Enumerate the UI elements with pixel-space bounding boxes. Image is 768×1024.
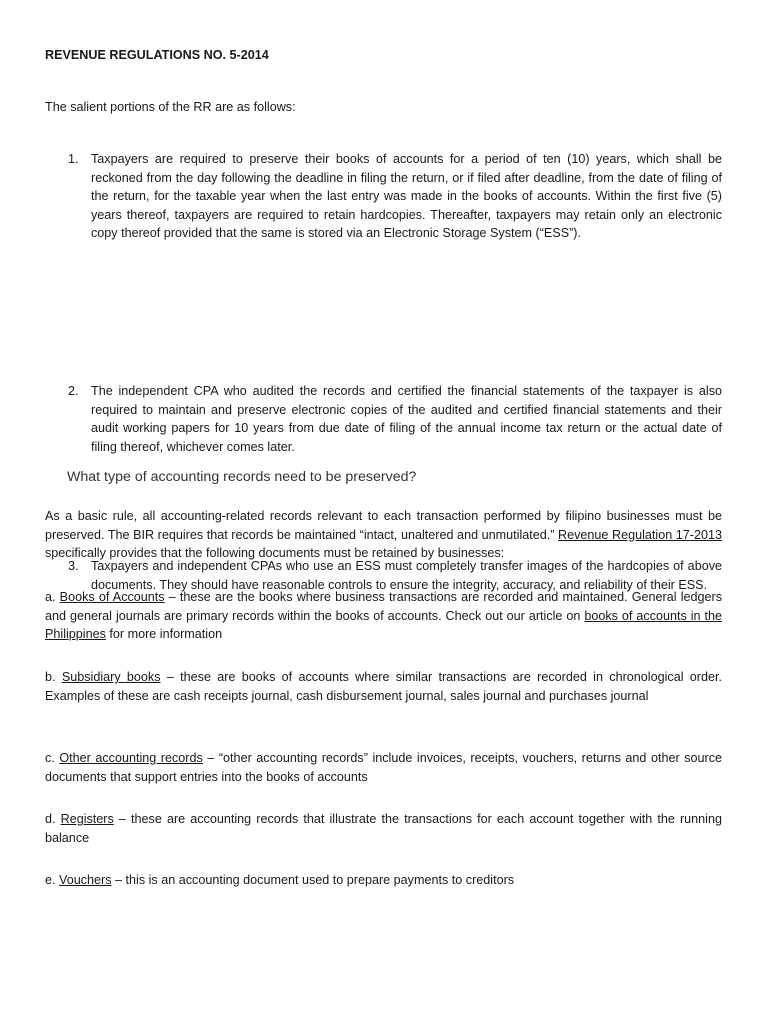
record-prefix: c. (45, 751, 60, 765)
record-item-subsidiary-books (45, 668, 722, 705)
record-prefix: b. (45, 670, 62, 684)
record-text-after: for more information (105, 627, 223, 642)
record-prefix: a. (45, 590, 60, 604)
record-term: Registers (60, 812, 114, 826)
section-heading: What type of accounting records need to be preserved? (67, 469, 417, 485)
record-term: Other accounting records (59, 751, 203, 765)
record-text: – these are accounting records that illustrate the transactions for each account together with the running balance (45, 812, 722, 845)
record-text: – this is an accounting document used to prepare payments to creditors (111, 873, 515, 887)
revenue-regulation-link[interactable]: Revenue Regulation 17-2013 (558, 527, 722, 542)
list-item (45, 150, 722, 243)
list-item-number: 2. (68, 383, 79, 398)
intro-text: The salient portions of the RR are as follows: (45, 100, 296, 114)
basic-rule-paragraph (45, 507, 722, 563)
record-text: – these are the books where business transactions are recorded and maintained. General ledgers and general journals are primary records within the books of accounts. Check out our article on (45, 590, 723, 623)
record-text: – “other accounting records” include invoices, receipts, vouchers, returns and other source documents that support entries into the books of accounts (45, 751, 722, 784)
record-item-registers (45, 810, 722, 847)
record-term: Subsidiary books (61, 670, 161, 684)
record-term: Vouchers (59, 873, 112, 887)
record-item-other-accounting-records (45, 749, 722, 786)
basic-rule-text: As a basic rule, all accounting-related records relevant to each transaction performed by filipino businesses must be preserved. The BIR requires that records be maintained “intact, unaltered and unmutilated.” (45, 509, 722, 542)
list-item (45, 382, 722, 456)
list-item-number: 3. (68, 559, 79, 574)
basic-rule-text-after: specifically provides that the following documents must be retained by businesses: (45, 546, 505, 561)
record-text: – these are books of accounts where similar transactions are recorded in chronological order. Examples of these are cash receipts journal, cash disbursement journal, sales journal and purchases journal (45, 670, 722, 703)
list-item-number: 1. (68, 152, 79, 166)
document-page (45, 46, 723, 887)
list-item-text: The independent CPA who audited the records and certified the financial statements of the taxpayer is also required to maintain and preserve electronic copies of the audited and certified financial statements and their audit working papers for 10 years from due date of filing of the annual income tax return or the actual date of filing thereof, whichever comes later. (91, 383, 722, 454)
list-item-text: Taxpayers are required to preserve their books of accounts for a period of ten (10) years, which shall be reckoned from the day following the deadline in filing the return, or if filed after deadline, from the date of filing of the return, for the taxable year when the last entry was made in the books of accounts. Within the first five (5) years thereof, taxpayers are required to retain hardcopies. Thereafter, taxpayers may retain only an electronic copy thereof provided that the same is stored via an Electronic Storage System (“ESS”). (91, 152, 722, 241)
books-of-accounts-article-link[interactable]: books of accounts in the Philippines (45, 608, 722, 642)
record-item-books-of-accounts (45, 588, 722, 644)
list-item-text: Taxpayers and independent CPAs who use an ESS must completely transfer images of the hardcopies of above documents. They should have reasonable controls to ensure the integrity, accuracy, and reliability of their ESS. (91, 559, 722, 592)
record-prefix: e. (45, 873, 60, 887)
record-item-vouchers (45, 871, 722, 890)
record-term: Books of Accounts (59, 590, 165, 604)
record-prefix: d. (45, 812, 61, 826)
document-title: REVENUE REGULATIONS NO. 5-2014 (45, 48, 269, 62)
